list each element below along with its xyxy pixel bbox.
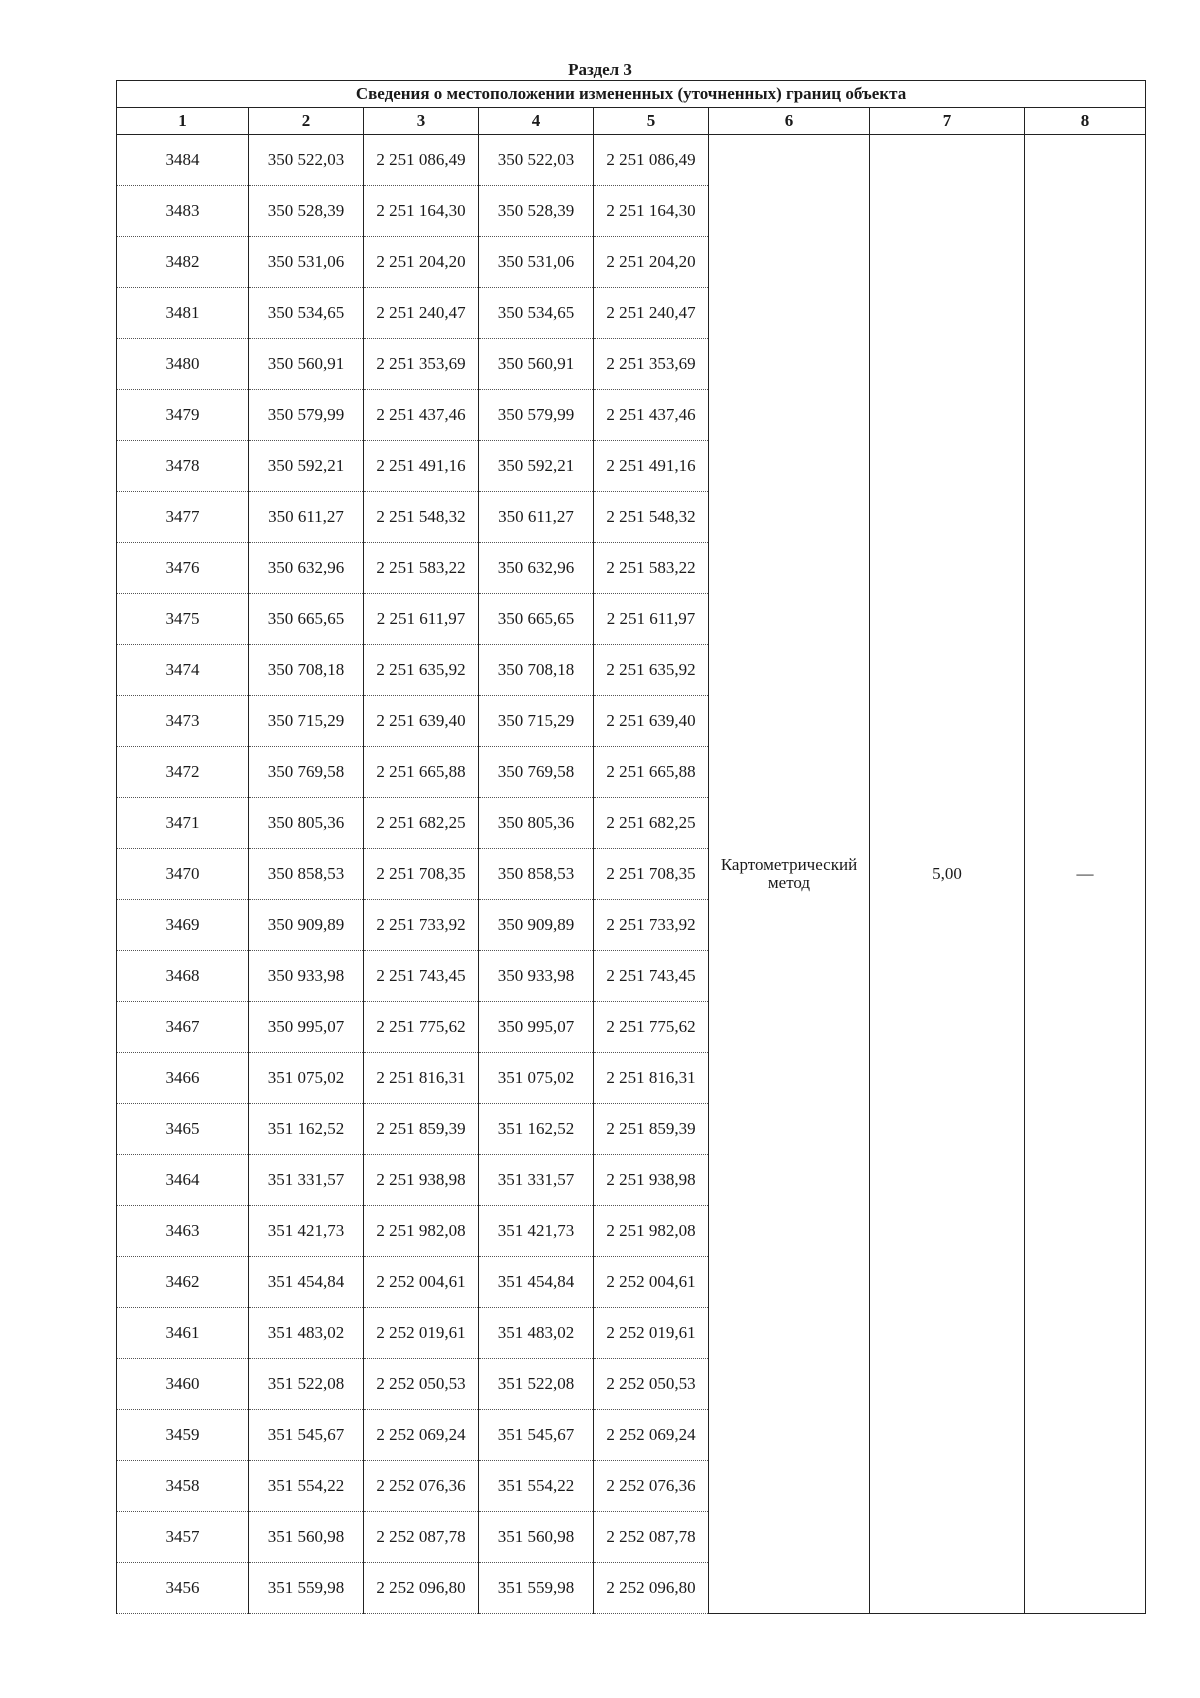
coordinate-cell: 2 251 938,98 xyxy=(364,1155,479,1206)
coordinate-cell: 350 579,99 xyxy=(479,390,594,441)
method-cell xyxy=(709,135,870,1614)
coordinate-cell: 2 251 204,20 xyxy=(594,237,709,288)
coordinate-cell: 2 251 859,39 xyxy=(594,1104,709,1155)
coordinate-cell: 2 252 096,80 xyxy=(594,1563,709,1614)
coordinate-cell: 350 560,91 xyxy=(479,339,594,390)
coordinate-cell: 350 995,07 xyxy=(479,1002,594,1053)
coordinate-cell: 351 454,84 xyxy=(249,1257,364,1308)
coordinate-cell: 2 251 743,45 xyxy=(594,951,709,1002)
coordinate-cell: 2 251 491,16 xyxy=(594,441,709,492)
coordinate-cell: 2 251 353,69 xyxy=(594,339,709,390)
coordinate-cell: 351 075,02 xyxy=(479,1053,594,1104)
coordinate-cell: 2 251 665,88 xyxy=(364,747,479,798)
coordinate-cell: 2 251 639,40 xyxy=(594,696,709,747)
coordinate-cell: 351 522,08 xyxy=(249,1359,364,1410)
coordinate-cell: 2 251 775,62 xyxy=(364,1002,479,1053)
column-number-3: 3 xyxy=(364,108,479,135)
point-number-cell: 3479 xyxy=(117,390,249,441)
column-number-5: 5 xyxy=(594,108,709,135)
coordinate-cell: 350 805,36 xyxy=(479,798,594,849)
coordinate-cell: 2 251 611,97 xyxy=(364,594,479,645)
coordinate-cell: 2 251 548,32 xyxy=(594,492,709,543)
section-title: Раздел 3 xyxy=(568,60,632,79)
coordinate-cell: 350 534,65 xyxy=(479,288,594,339)
coordinate-cell: 351 559,98 xyxy=(479,1563,594,1614)
coordinate-cell: 2 251 240,47 xyxy=(594,288,709,339)
coordinate-cell: 350 560,91 xyxy=(249,339,364,390)
coordinate-cell: 2 251 204,20 xyxy=(364,237,479,288)
coordinate-cell: 350 611,27 xyxy=(249,492,364,543)
column-number-1: 1 xyxy=(117,108,249,135)
coordinate-cell: 2 251 665,88 xyxy=(594,747,709,798)
coordinate-cell: 2 251 743,45 xyxy=(364,951,479,1002)
coordinate-cell: 2 252 076,36 xyxy=(364,1461,479,1512)
coordinate-cell: 2 251 635,92 xyxy=(594,645,709,696)
coordinate-cell: 350 715,29 xyxy=(249,696,364,747)
table-row xyxy=(117,135,1146,186)
coordinate-cell: 351 331,57 xyxy=(249,1155,364,1206)
coordinate-cell: 351 545,67 xyxy=(249,1410,364,1461)
coordinate-cell: 2 252 096,80 xyxy=(364,1563,479,1614)
coordinate-cell: 2 252 004,61 xyxy=(364,1257,479,1308)
coordinate-cell: 351 560,98 xyxy=(249,1512,364,1563)
point-number-cell: 3457 xyxy=(117,1512,249,1563)
coordinate-cell: 350 528,39 xyxy=(479,186,594,237)
coordinate-cell: 350 909,89 xyxy=(479,900,594,951)
coordinate-cell: 350 769,58 xyxy=(249,747,364,798)
point-number-cell: 3480 xyxy=(117,339,249,390)
coordinate-cell: 350 592,21 xyxy=(479,441,594,492)
coordinate-cell: 351 331,57 xyxy=(479,1155,594,1206)
point-number-cell: 3463 xyxy=(117,1206,249,1257)
coordinate-cell: 2 252 019,61 xyxy=(364,1308,479,1359)
coordinate-cell: 2 251 982,08 xyxy=(594,1206,709,1257)
coordinate-cell: 2 251 240,47 xyxy=(364,288,479,339)
coordinate-cell: 350 632,96 xyxy=(249,543,364,594)
point-number-cell: 3469 xyxy=(117,900,249,951)
coordinate-cell: 351 554,22 xyxy=(249,1461,364,1512)
column-number-7: 7 xyxy=(870,108,1025,135)
coordinate-cell: 350 632,96 xyxy=(479,543,594,594)
coordinate-cell: 351 162,52 xyxy=(249,1104,364,1155)
point-number-cell: 3476 xyxy=(117,543,249,594)
coordinate-cell: 350 592,21 xyxy=(249,441,364,492)
coordinate-cell: 2 251 816,31 xyxy=(364,1053,479,1104)
coordinate-cell: 2 251 938,98 xyxy=(594,1155,709,1206)
coordinate-cell: 350 522,03 xyxy=(479,135,594,186)
coordinate-cell: 350 611,27 xyxy=(479,492,594,543)
coordinate-cell: 2 251 708,35 xyxy=(594,849,709,900)
point-number-cell: 3468 xyxy=(117,951,249,1002)
coordinate-cell: 350 933,98 xyxy=(479,951,594,1002)
point-number-cell: 3483 xyxy=(117,186,249,237)
coordinate-cell: 350 858,53 xyxy=(249,849,364,900)
coordinate-cell: 351 421,73 xyxy=(479,1206,594,1257)
point-number-cell: 3471 xyxy=(117,798,249,849)
point-number-cell: 3465 xyxy=(117,1104,249,1155)
coordinate-cell: 2 252 087,78 xyxy=(364,1512,479,1563)
coordinate-cell: 2 252 050,53 xyxy=(364,1359,479,1410)
coordinate-cell: 2 251 682,25 xyxy=(594,798,709,849)
column-number-6: 6 xyxy=(709,108,870,135)
coordinate-cell: 350 665,65 xyxy=(479,594,594,645)
coordinate-cell: 350 531,06 xyxy=(479,237,594,288)
column8-cell: — xyxy=(1025,135,1146,1614)
coordinate-cell: 2 252 004,61 xyxy=(594,1257,709,1308)
column-number-row xyxy=(117,108,1146,135)
coordinate-cell: 2 251 982,08 xyxy=(364,1206,479,1257)
point-number-cell: 3470 xyxy=(117,849,249,900)
coordinate-cell: 2 251 164,30 xyxy=(594,186,709,237)
point-number-cell: 3478 xyxy=(117,441,249,492)
coordinate-cell: 350 531,06 xyxy=(249,237,364,288)
coordinate-cell: 2 251 816,31 xyxy=(594,1053,709,1104)
coordinate-cell: 2 251 733,92 xyxy=(594,900,709,951)
column-number-4: 4 xyxy=(479,108,594,135)
coordinate-cell: 2 251 437,46 xyxy=(364,390,479,441)
coordinate-cell: 2 251 775,62 xyxy=(594,1002,709,1053)
coordinate-cell: 351 554,22 xyxy=(479,1461,594,1512)
method-text-line2: метод xyxy=(767,873,811,892)
boundary-coordinates-table xyxy=(116,80,1146,1614)
coordinate-cell: 351 162,52 xyxy=(479,1104,594,1155)
coordinate-cell: 351 075,02 xyxy=(249,1053,364,1104)
coordinate-cell: 2 251 353,69 xyxy=(364,339,479,390)
coordinate-cell: 2 252 069,24 xyxy=(364,1410,479,1461)
coordinate-cell: 2 251 086,49 xyxy=(364,135,479,186)
coordinate-cell: 350 933,98 xyxy=(249,951,364,1002)
point-number-cell: 3458 xyxy=(117,1461,249,1512)
table-body xyxy=(117,135,1146,1614)
coordinate-cell: 351 545,67 xyxy=(479,1410,594,1461)
coordinate-cell: 350 708,18 xyxy=(479,645,594,696)
coordinate-cell: 2 251 583,22 xyxy=(364,543,479,594)
coordinate-cell: 2 252 050,53 xyxy=(594,1359,709,1410)
point-number-cell: 3462 xyxy=(117,1257,249,1308)
coordinate-cell: 2 251 859,39 xyxy=(364,1104,479,1155)
point-number-cell: 3464 xyxy=(117,1155,249,1206)
coordinate-cell: 350 534,65 xyxy=(249,288,364,339)
coordinate-cell: 2 251 611,97 xyxy=(594,594,709,645)
point-number-cell: 3460 xyxy=(117,1359,249,1410)
coordinate-cell: 2 251 733,92 xyxy=(364,900,479,951)
coordinate-cell: 350 995,07 xyxy=(249,1002,364,1053)
coordinate-cell: 351 421,73 xyxy=(249,1206,364,1257)
coordinate-cell: 350 858,53 xyxy=(479,849,594,900)
coordinate-cell: 2 251 635,92 xyxy=(364,645,479,696)
accuracy-cell: 5,00 xyxy=(870,135,1025,1614)
point-number-cell: 3477 xyxy=(117,492,249,543)
coordinate-cell: 350 665,65 xyxy=(249,594,364,645)
coordinate-cell: 2 251 708,35 xyxy=(364,849,479,900)
coordinate-cell: 351 522,08 xyxy=(479,1359,594,1410)
point-number-cell: 3475 xyxy=(117,594,249,645)
coordinate-cell: 351 454,84 xyxy=(479,1257,594,1308)
column-number-8: 8 xyxy=(1025,108,1146,135)
coordinate-cell: 350 708,18 xyxy=(249,645,364,696)
point-number-cell: 3466 xyxy=(117,1053,249,1104)
coordinate-cell: 2 251 086,49 xyxy=(594,135,709,186)
coordinate-cell: 2 252 076,36 xyxy=(594,1461,709,1512)
coordinate-cell: 2 251 548,32 xyxy=(364,492,479,543)
coordinate-cell: 350 715,29 xyxy=(479,696,594,747)
coordinate-cell: 2 252 019,61 xyxy=(594,1308,709,1359)
coordinate-cell: 2 251 583,22 xyxy=(594,543,709,594)
coordinate-cell: 2 251 682,25 xyxy=(364,798,479,849)
coordinate-cell: 2 251 491,16 xyxy=(364,441,479,492)
point-number-cell: 3473 xyxy=(117,696,249,747)
point-number-cell: 3481 xyxy=(117,288,249,339)
point-number-cell: 3461 xyxy=(117,1308,249,1359)
point-number-cell: 3467 xyxy=(117,1002,249,1053)
coordinate-cell: 351 560,98 xyxy=(479,1512,594,1563)
table-caption-row xyxy=(117,81,1146,108)
coordinate-cell: 2 251 639,40 xyxy=(364,696,479,747)
coordinate-cell: 350 522,03 xyxy=(249,135,364,186)
point-number-cell: 3456 xyxy=(117,1563,249,1614)
coordinate-cell: 350 579,99 xyxy=(249,390,364,441)
coordinate-cell: 2 252 069,24 xyxy=(594,1410,709,1461)
column-number-2: 2 xyxy=(249,108,364,135)
coordinate-cell: 351 483,02 xyxy=(479,1308,594,1359)
point-number-cell: 3482 xyxy=(117,237,249,288)
coordinate-cell: 350 909,89 xyxy=(249,900,364,951)
coordinate-cell: 350 769,58 xyxy=(479,747,594,798)
point-number-cell: 3484 xyxy=(117,135,249,186)
coordinate-cell: 351 559,98 xyxy=(249,1563,364,1614)
point-number-cell: 3474 xyxy=(117,645,249,696)
coordinate-cell: 2 251 164,30 xyxy=(364,186,479,237)
coordinate-cell: 350 528,39 xyxy=(249,186,364,237)
coordinate-cell: 351 483,02 xyxy=(249,1308,364,1359)
method-text-line1: Картометрический xyxy=(720,855,858,874)
coordinate-cell: 2 252 087,78 xyxy=(594,1512,709,1563)
table-caption: Сведения о местоположении измененных (уточненных) границ объекта xyxy=(117,81,1146,108)
point-number-cell: 3472 xyxy=(117,747,249,798)
coordinate-cell: 350 805,36 xyxy=(249,798,364,849)
coordinate-cell: 2 251 437,46 xyxy=(594,390,709,441)
point-number-cell: 3459 xyxy=(117,1410,249,1461)
